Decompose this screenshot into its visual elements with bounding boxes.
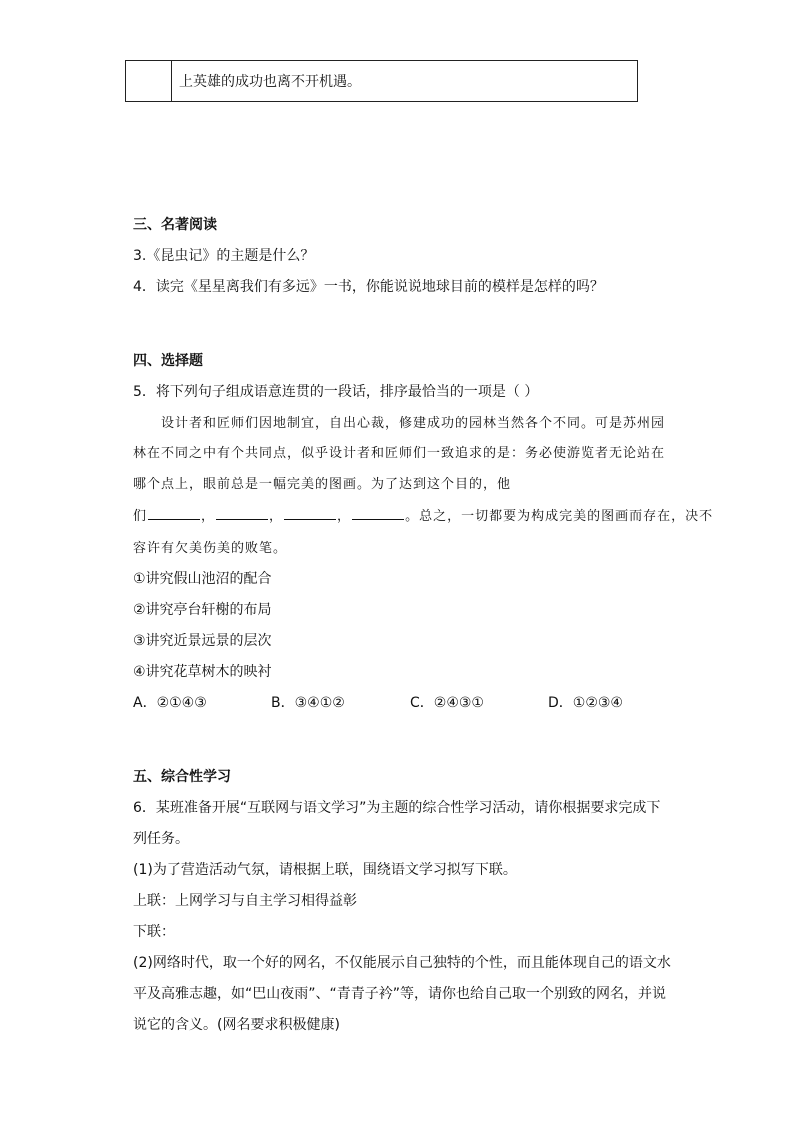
section5-heading: 五、综合性学习 <box>133 769 231 785</box>
table-text-cell: 上英雄的成功也离不开机遇。 <box>172 61 638 102</box>
answer-blank-2[interactable] <box>216 507 268 520</box>
answer-blank-1[interactable] <box>148 507 200 520</box>
passage-line-1: 设计者和匠师们因地制宜，自出心裁，修建成功的园林当然各个不同。可是苏州园 <box>161 416 666 431</box>
subquestion-1: (1)为了营造活动气氛，请根据上联，围绕语文学习拟写下联。 <box>133 862 517 878</box>
option-b[interactable]: B．③④①② <box>271 695 345 711</box>
subquestion-2-line-2: 平及高雅志趣，如“巴山夜雨”、“青青子衿”等，请你也给自己取一个别致的网名，并说 <box>133 986 667 1002</box>
option-d[interactable]: D．①②③④ <box>548 695 623 711</box>
lower-couplet-label: 下联： <box>133 924 175 940</box>
question-5: 5．将下列句子组成语意连贯的一段话，排序最恰当的一项是（ ） <box>133 384 539 400</box>
passage-line-5: 容许有欠美伤美的败笔。 <box>133 541 288 556</box>
section4-heading: 四、选择题 <box>133 353 203 369</box>
question-4: 4．读完《星星离我们有多远》一书，你能说说地球目前的模样是怎样的吗？ <box>133 279 604 295</box>
option-a[interactable]: A．②①④③ <box>133 695 207 711</box>
question-3: 3.《昆虫记》的主题是什么？ <box>133 248 315 264</box>
passage-line-3: 哪个点上，眼前总是一幅完美的图画。为了达到这个目的，他 <box>133 477 512 492</box>
passage-line-4-end: 。总之，一切都要为构成完美的图画而存在，决不 <box>405 509 714 524</box>
answer-blank-4[interactable] <box>352 507 404 520</box>
blank-separator: ， <box>201 509 216 524</box>
table-row <box>126 61 638 102</box>
list-item: ②讲究亭台轩榭的布局 <box>133 602 272 618</box>
subquestion-2-line-1: (2)网络时代，取一个好的网名，不仅能展示自己独特的个性，而且能体现自己的语文水 <box>133 955 671 971</box>
question-6-line-2: 列任务。 <box>133 831 189 847</box>
list-item: ④讲究花草树木的映衬 <box>133 664 272 680</box>
blank-separator: ， <box>269 509 284 524</box>
blank-separator: ， <box>337 509 352 524</box>
upper-couplet: 上联：上网学习与自主学习相得益彰 <box>133 893 357 909</box>
answer-blank-3[interactable] <box>284 507 336 520</box>
list-item: ③讲究近景远景的层次 <box>133 633 272 649</box>
list-item: ①讲究假山池沼的配合 <box>133 571 272 587</box>
passage-line-4-start: 们 <box>133 509 148 524</box>
subquestion-2-line-3: 说它的含义。(网名要求积极健康) <box>133 1017 340 1033</box>
option-c[interactable]: C．②④③① <box>410 695 484 711</box>
question-6-line-1: 6．某班准备开展“互联网与语文学习”为主题的综合性学习活动，请你根据要求完成下 <box>133 800 661 816</box>
passage-line-2: 林在不同之中有个共同点，似乎设计者和匠师们一致追求的是：务必使游览者无论站在 <box>133 446 666 461</box>
table-number-cell <box>126 61 172 102</box>
section3-heading: 三、名著阅读 <box>133 217 217 233</box>
passage-line-4 <box>133 505 713 524</box>
answer-table <box>125 60 638 102</box>
